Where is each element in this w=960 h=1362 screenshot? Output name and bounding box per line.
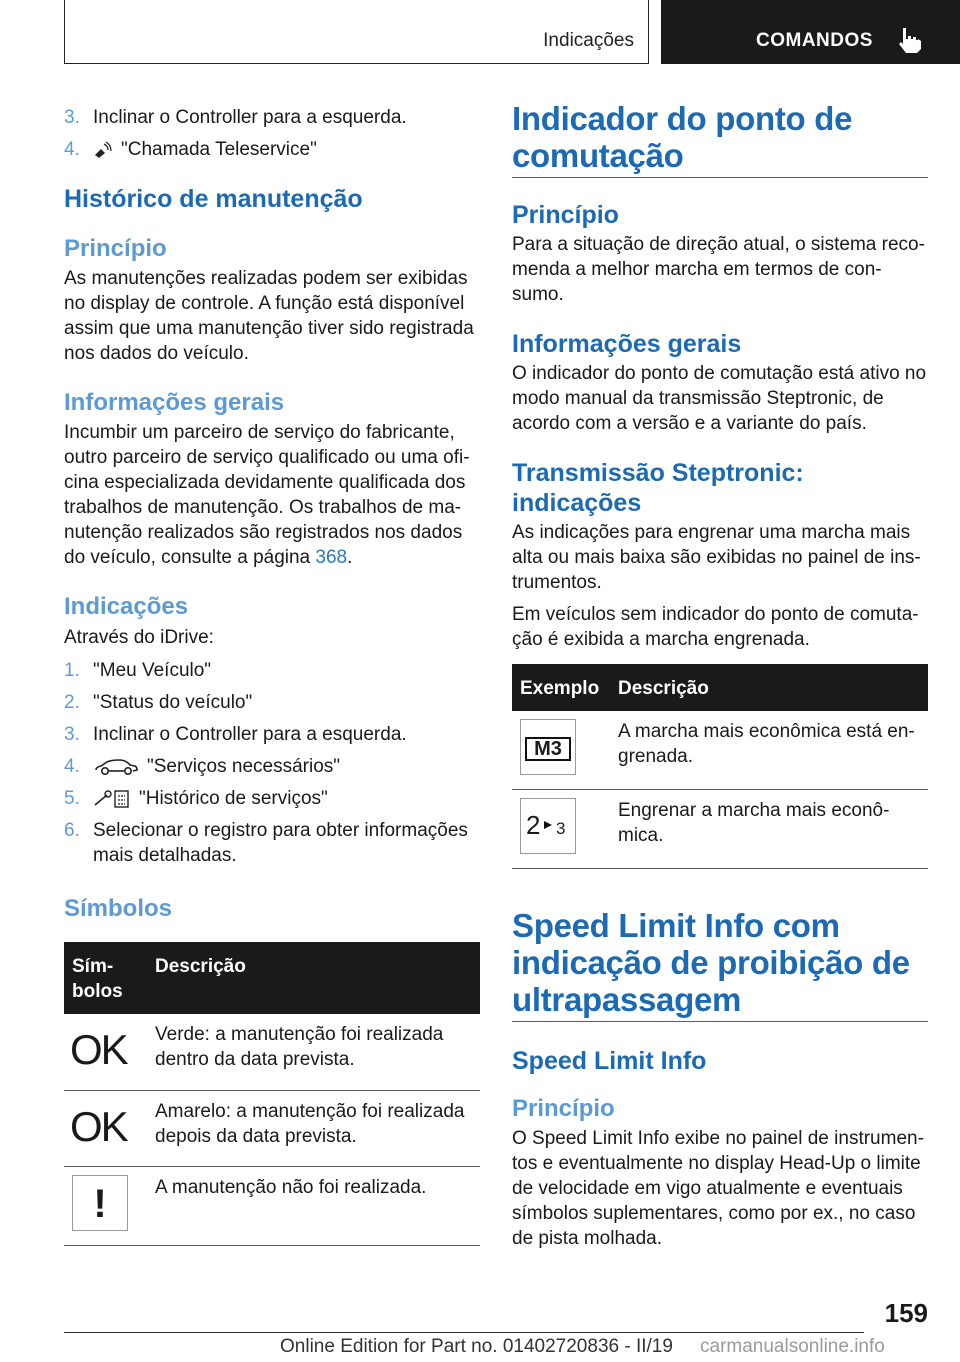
footer-edition: Online Edition for Part no. 01402720836 - II/19	[280, 1336, 673, 1357]
subsection-title: Princípio	[512, 201, 619, 229]
subsection-title: Símbolos	[64, 895, 173, 922]
paragraph: As manutenções realizadas podem ser exibidas no display de controle. A função está disponível assim que uma manutenção tiver sido registrada nos dados do veículo.	[64, 268, 474, 364]
list-item: 3. Inclinar o Controller para a esquerda.	[64, 724, 407, 745]
table-row	[512, 790, 928, 869]
service-history-icon	[93, 789, 131, 809]
list-item: 4. "Chamada Teleservice"	[64, 139, 317, 160]
table-cell: Engrenar a marcha mais econô‐mica.	[610, 790, 928, 869]
table-cell: Amarelo: a manutenção foi realizada depois da data prevista.	[147, 1090, 480, 1166]
section-title: Histórico de manutenção	[64, 185, 363, 213]
table-header-cell: Sím‐bolos	[64, 942, 147, 1014]
list-item: 6. Selecionar o registro para obter informações mais detalhadas.	[64, 820, 468, 866]
subsection-title: Indicações	[64, 593, 189, 620]
table-cell: A manutenção não foi realizada.	[147, 1166, 480, 1245]
paragraph: Para a situação de direção atual, o sistema reco‐menda a melhor marcha em termos de con‐sumo.	[512, 234, 925, 305]
table-cell: A marcha mais econômica está en‐grenada.	[610, 711, 928, 790]
paragraph: O Speed Limit Info exibe no painel de instrumen‐tos e eventualmente no display Head-Up o limite de velocidade em vigo atualmente e eventuais símbolos suplementares, como por ex., no caso de pista molhada.	[512, 1128, 924, 1249]
section-title: Speed Limit Info com indicação de proibição de ultrapassagem	[512, 907, 928, 1022]
section-title: Indicador do ponto de comutação	[512, 100, 928, 178]
paragraph: As indicações para engrenar uma marcha mais alta ou mais baixa são exibidas no painel de ins‐trumentos.	[512, 522, 921, 593]
header-section-box	[64, 0, 649, 64]
table-header-cell: Descrição	[147, 942, 480, 1014]
list-item: 3. Inclinar o Controller para a esquerda.	[64, 107, 407, 128]
table-header	[512, 664, 928, 711]
subsection-title: Princípio	[64, 235, 167, 262]
subsection-title: Informações gerais	[64, 389, 285, 416]
list-item: 1. "Meu Veículo"	[64, 660, 212, 681]
paragraph: Em veículos sem indicador do ponto de comuta‐ção é exibida a marcha engrenada.	[512, 604, 919, 650]
symbol-cell	[64, 1090, 147, 1166]
paragraph: Incumbir um parceiro de serviço do fabricante, outro parceiro de serviço qualificado ou uma ofi‐cina especializada devidamente qualificada dos trabalhos de manutenção. Os trabalhos de ma‐nutenção realizados são registrados nos dados do veículo, consulte a página 368.	[64, 422, 470, 568]
ok-green-icon: OK	[70, 1026, 127, 1073]
page-number: 159	[884, 1298, 928, 1328]
ok-yellow-icon: OK	[70, 1102, 127, 1150]
table-row	[64, 1090, 480, 1166]
subsection-title: Transmissão Steptronic: indicações	[512, 459, 804, 517]
table-row	[64, 1166, 480, 1245]
right-column	[512, 100, 928, 1251]
paragraph: O indicador do ponto de comutação está ativo no modo manual da transmissão Steptronic, de acordo com a versão e a variante do país.	[512, 363, 927, 434]
header-section-title: Indicações	[543, 30, 634, 51]
subsection-title: Princípio	[512, 1095, 615, 1122]
list-item: 5. "Histórico de serviços"	[64, 788, 328, 809]
subsection-title: Informações gerais	[512, 330, 742, 358]
symbols-table	[64, 942, 480, 1246]
symbol-cell	[512, 790, 610, 869]
car-service-icon	[93, 757, 139, 777]
symbol-cell	[64, 1014, 147, 1090]
exclamation-icon: !	[72, 1175, 128, 1231]
table-cell: Verde: a manutenção foi realizada dentro da data prevista.	[147, 1014, 480, 1090]
table-header-cell: Descrição	[610, 664, 928, 711]
upshift-icon: 2 3	[520, 798, 576, 854]
teleservice-call-icon	[93, 141, 113, 159]
symbol-cell	[512, 711, 610, 790]
left-column	[64, 100, 480, 1246]
subsection-title: Speed Limit Info	[512, 1047, 707, 1075]
header-chapter-box	[661, 0, 960, 64]
header-chapter-title: COMANDOS	[756, 30, 873, 51]
paragraph: Através do iDrive:	[64, 627, 214, 648]
gear-m3-icon: M3	[520, 719, 576, 775]
footer-divider	[64, 1332, 864, 1333]
gear-table	[512, 664, 928, 869]
table-header	[64, 942, 480, 1014]
table-row	[512, 711, 928, 790]
table-row	[64, 1014, 480, 1090]
shift-arrow-icon	[543, 820, 553, 830]
symbol-cell	[64, 1166, 147, 1245]
page-link[interactable]: 368	[315, 547, 348, 568]
pointing-hand-icon	[894, 25, 924, 55]
table-header-cell: Exemplo	[512, 664, 610, 711]
list-item: 2. "Status do veículo"	[64, 692, 253, 713]
watermark: carmanualsonline.info	[700, 1336, 885, 1357]
list-item: 4. "Serviços necessários"	[64, 756, 341, 777]
